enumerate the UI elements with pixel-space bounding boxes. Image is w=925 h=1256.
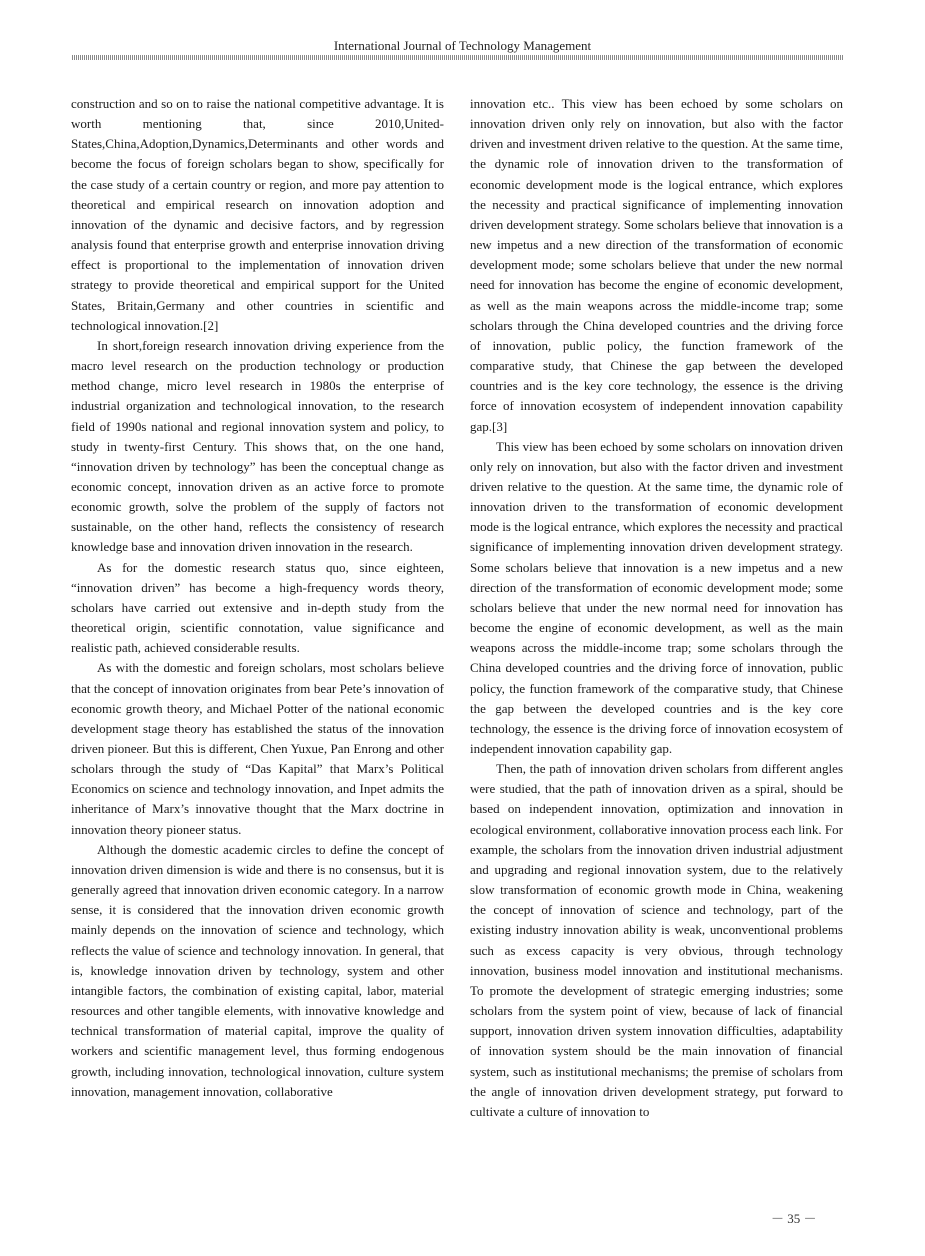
paragraph: As for the domestic research status quo, since eighteen, “innovation driven” has become a high-frequency words theory, scholars have carried out extensive and in-depth study from the theoretical origin, scientific connotation, value significance and realistic path, achieved considerable results. xyxy=(71,559,444,656)
paragraph: innovation etc.. This view has been echoed by some scholars on innovation driven only rely on innovation, but also with the factor driven and investment driven relative to the question. At the same time, the dynamic role of innovation driven to the transformation of economic development mode is the logical entrance, which explores the necessity and practical significance of implementing innovation driven development strategy. Some scholars believe that innovation is a new impetus and a new direction of the transformation of economic development mode; some scholars believe that under the new normal need for innovation has become the engine of economic development, as well as the main weapons across the middle-income trap; some scholars through the China developed countries and the driving force of innovation, public policy, the function framework of the comparative study, that Chinese the gap between the developed countries and is the key core technology, the essence is the driving force of innovation ecosystem of independent innovation capability gap.[3] xyxy=(470,96,843,434)
paragraph: In short,foreign research innovation driving experience from the macro level research on the production technology or production method change, micro level research in 1980s the enterprise of industrial organization and technological innovation, to the research field of 1990s national and regional innovation system and policy, to study in twenty-first Century. This shows that, on the one hand, “innovation driven by technology” has been the conceptual change as economic concept, innovation driven as an active force to promote economic growth, solve the problem of the supply of factors not sustainable, on the other hand, reflects the consistency of research knowledge base and innovation driven innovation in the research. xyxy=(71,337,444,555)
paragraph: Although the domestic academic circles to define the concept of innovation driven dimension is wide and there is no consensus, but it is generally agreed that innovation driven economic category. In a narrow sense, it is considered that the innovation driven economic growth mainly depends on the innovation of science and technology, which reflects the value of science and technology innovation. In general, that is, knowledge innovation driven by technology, system and other intangible factors, the combination of existing capital, labor, material resources and other tangible elements, with innovative knowledge and technical transformation of material capital, improve the quality of workers and scientific management level, thus forming endogenous growth, including innovation, technological innovation, culture system innovation, management innovation, collaborative xyxy=(71,841,444,1099)
right-column xyxy=(470,94,843,1122)
paragraph: This view has been echoed by some scholars on innovation driven only rely on innovation, but also with the factor driven and investment driven relative to the question. At the same time, the dynamic role of innovation driven to the transformation of economic development mode is the logical entrance, which explores the necessity and practical significance of implementing innovation driven development strategy. Some scholars believe that innovation is a new impetus and a new direction of the transformation of economic development mode; some scholars believe that under the new normal need for innovation has become the engine of economic development, as well as the main weapons across the middle-income trap; some scholars through the China developed countries and the driving force of innovation, public policy, the function framework of the comparative study, that Chinese the gap between the developed countries and is the key core technology, the essence is the driving force of innovation ecosystem of independent innovation capability gap. xyxy=(470,438,843,756)
left-column xyxy=(71,94,444,1102)
header-rule xyxy=(72,55,843,60)
paragraph: As with the domestic and foreign scholars, most scholars believe that the concept of innovation originates from bear Pete’s innovation of economic growth theory, and Michael Potter of the national economic development stage theory has established the status of the innovation driven pioneer. But this is different, Chen Yuxue, Pan Enrong and other scholars through the study of “Das Kapital” that Marx’s Political Economics on science and technology innovation, and Inpet admits the inheritance of Marx’s innovative thought that the Marx doctrine in innovation theory pioneer status. xyxy=(71,660,444,837)
paragraph: Then, the path of innovation driven scholars from different angles were studied, that the path of innovation driven as a spiral, should be based on independent innovation, optimization and innovation in ecological environment, collaborative innovation process each link. For example, the scholars from the innovation driven industrial adjustment and upgrading and regional innovation system, due to the relatively slow transformation of economic growth mode in China, weakening the concept of innovation of science and technology, part of the existing industry innovation ability is weak, unconventional problems such as excess capacity is very obvious, through technology innovation, business model innovation and institutional mechanisms. To promote the development of strategic emerging industries; some scholars from the system point of view, because of lack of financial support, innovation driven system innovation difficulties, adaptability of innovation system should be the main innovation of financial system, such as institutional mechanisms; the premise of scholars from the angle of innovation driven development strategy, put forward to cultivate a culture of innovation to xyxy=(470,761,843,1119)
page-number: － 35 － xyxy=(771,1211,817,1226)
journal-header: International Journal of Technology Management xyxy=(333,38,592,53)
paragraph: construction and so on to raise the national competitive advantage. It is worth mentioning that, since 2010,United-States,China,Adoption,Dynamics,Determinants and other words and become the focus of foreign scholars began to show, specifically for the case study of a certain country or region, and more pay attention to theoretical and empirical research on innovation adoption and innovation of the dynamic and decisive factors, and by regression analysis found that enterprise growth and enterprise innovation driving effect is proportional to the implementation of innovation driven strategy to provide theoretical and empirical support for the United States, Britain,Germany and other countries in scientific and technological innovation.[2] xyxy=(71,96,444,333)
